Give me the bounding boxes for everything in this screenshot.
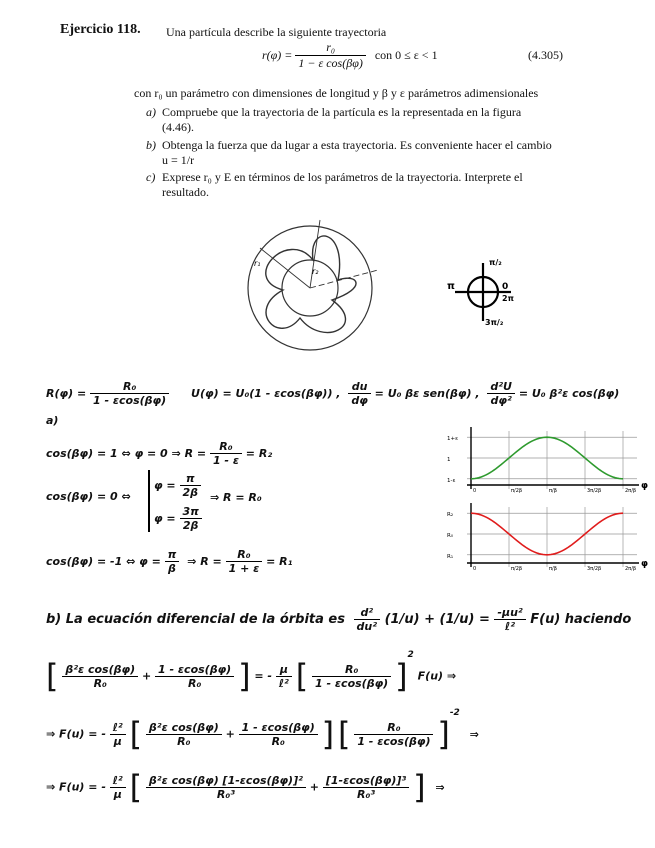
hw-eq4-n1: β²ε cos(βφ) [1-εcos(βφ)]² — [148, 773, 303, 787]
x-tick-label: 2π/β — [625, 566, 637, 572]
hw-eq4 — [46, 768, 445, 806]
hw-eq3-n1: β²ε cos(βφ) — [148, 720, 219, 734]
hw-u-def: U(φ) = U₀(1 - εcos(βφ)) , — [191, 387, 341, 400]
hw-eq2-d2: R₀ — [155, 676, 234, 690]
hw-eq4-plus: + — [309, 780, 319, 794]
hw-eq2-n3: R₀ — [344, 662, 359, 676]
x-tick-label: π/2β — [511, 566, 523, 572]
hw-case2-frac2 — [180, 505, 202, 532]
main-equation — [262, 40, 438, 71]
hw-case2-lhs: cos(βφ) = 0 ⇔ — [46, 490, 131, 503]
hw-b-eq: = — [478, 612, 490, 627]
hw-case2-phi1: φ = — [154, 479, 176, 492]
compass-label-left: π — [447, 281, 455, 292]
item-b-text: Obtenga la fuerza que da lugar a esta trayectoria. Es conveniente hacer el cambio u = 1/r — [162, 138, 552, 167]
hw-eq3-n3: R₀ — [387, 720, 401, 734]
y-tick-label: 1-ε — [447, 477, 456, 484]
y-tick-label: R₂ — [447, 512, 454, 519]
hw-case2-f1den: 2β — [180, 485, 202, 499]
hw-r-num: R₀ — [122, 380, 137, 393]
hw-case1-fraction — [210, 440, 242, 467]
hw-eq3-open-bracket: [ — [129, 715, 143, 753]
equation-denominator: 1 − ε cos(βφ) — [295, 55, 365, 71]
hw-eq3-d3: 1 - εcos(βφ) — [354, 734, 433, 748]
hw-case3-rhs: = R₁ — [266, 555, 293, 568]
hw-eq3-frac1 — [146, 721, 222, 748]
hw-b-plus: + — [424, 612, 435, 627]
hw-d2u-rhs: = U₀ β²ε cos(βφ) — [518, 387, 620, 400]
hw-eq2-close-bracket: ] — [238, 657, 251, 695]
item-a — [146, 105, 556, 135]
exercise-title: Ejercicio 118. — [60, 22, 141, 37]
function-graphs — [445, 425, 649, 585]
hw-eq4-n2: [1-εcos(βφ)]³ — [325, 773, 407, 787]
hw-eq4-tail: ⇒ — [435, 780, 445, 794]
hw-case3-lhs: cos(βφ) = -1 ⇔ φ = — [46, 555, 161, 568]
item-c-label: c) — [146, 170, 156, 184]
hw-eq2-d1: R₀ — [62, 676, 138, 690]
y-tick-label: R₁ — [447, 553, 454, 560]
hw-eq2-n1: β²ε cos(βφ) — [65, 662, 136, 676]
hw-case1-lhs: cos(βφ) = 1 ⇔ φ = 0 ⇒ R = — [46, 447, 207, 460]
compass-label-right-top: 0 — [502, 282, 509, 292]
hw-b-paren1: (1/u) — [384, 612, 420, 627]
hw-d2u-fraction — [487, 380, 515, 407]
hw-du-fraction — [348, 380, 370, 407]
hw-case3-den: 1 + ε — [226, 561, 263, 575]
hw-a-label: a) — [46, 414, 59, 427]
hw-eq3-frac3 — [354, 721, 433, 748]
item-b — [146, 138, 556, 168]
orbit-figure — [228, 218, 388, 358]
bottom-graph-grid — [467, 503, 639, 567]
equation-numerator: r₀ — [326, 40, 336, 54]
hw-case3-fden: β — [165, 561, 180, 575]
hw-case3-mid: ⇒ R = — [187, 555, 222, 568]
hw-case2-opt1 — [154, 472, 201, 499]
hw-line1 — [46, 380, 619, 407]
hw-eq2-eq: = - — [254, 669, 273, 683]
exercise-intro: Una partícula describe la siguiente trayectoria — [166, 25, 387, 39]
hw-eq2-frac-mu — [276, 663, 292, 690]
hw-case1-rhs: = R₂ — [245, 447, 273, 460]
item-c-text: Exprese r₀ y E en términos de los parámetros de la trayectoria. Interprete el resultado. — [162, 170, 523, 199]
equation-fraction — [295, 40, 365, 71]
hw-case1-num: R₀ — [219, 440, 233, 453]
hw-du-rhs: = U₀ βε sen(βφ) , — [374, 387, 480, 400]
y-tick-label: R₀ — [447, 533, 454, 539]
hw-eq4-frac-l — [110, 774, 126, 801]
hw-eq3-frac-l — [110, 721, 126, 748]
hw-case3 — [46, 548, 292, 575]
x-tick-label: 3π/2β — [587, 566, 602, 572]
x-tick-label: π/2β — [511, 488, 523, 494]
hw-d2u: d²U — [490, 380, 512, 393]
hw-eq2-mu: μ — [279, 662, 288, 676]
hw-b-num: -μu² — [497, 606, 523, 619]
hw-case3-frac-phi — [165, 548, 180, 575]
hw-case3-num: R₀ — [237, 548, 251, 561]
hw-case2-f2den: 2β — [180, 518, 202, 532]
hw-eq3-open-bracket2: [ — [337, 715, 351, 753]
hw-b-den: ℓ² — [494, 619, 525, 633]
hw-eq3-close-bracket2: ] — [437, 715, 450, 753]
label-r1: r₁ — [254, 259, 261, 268]
hw-eq4-l2: ℓ² — [112, 773, 123, 787]
hw-eq3-frac2 — [239, 721, 318, 748]
hw-case2-phi2: φ = — [154, 512, 176, 525]
hw-case2-rhs: ⇒ R = R₀ — [210, 491, 262, 504]
hw-case3-fnum: π — [167, 548, 177, 561]
hw-b-d2-frac — [354, 606, 381, 633]
hw-eq2-tail: F(u) ⇒ — [417, 669, 457, 683]
x-tick-label: 2π/β — [625, 488, 637, 494]
hw-case2-opt2 — [154, 505, 202, 532]
hw-b-mu-frac — [494, 606, 525, 633]
hw-eq2-d3: 1 - εcos(βφ) — [312, 676, 391, 690]
hw-dphi: dφ — [348, 393, 370, 407]
compass-label-top: π/₂ — [489, 258, 502, 267]
hw-eq4-d2: R₀³ — [323, 787, 409, 801]
compass-label-right-bottom: 2π — [502, 294, 514, 303]
item-c — [146, 170, 556, 200]
hw-case1-den: 1 - ε — [210, 453, 242, 467]
hw-eq3-mu: μ — [110, 734, 126, 748]
hw-eq3-tail: ⇒ — [469, 727, 479, 741]
hw-eq3-d1: R₀ — [146, 734, 222, 748]
hw-eq2-frac1 — [62, 663, 138, 690]
y-tick-label: 1+ε — [447, 436, 459, 443]
hw-eq3-exp: -2 — [449, 708, 460, 718]
hw-eq3 — [46, 708, 479, 753]
hw-eq2 — [46, 650, 456, 695]
hw-eq2-open-bracket2: [ — [295, 657, 309, 695]
hw-eq4-open-bracket: [ — [129, 768, 143, 806]
item-a-text: Compruebe que la trayectoria de la partícula es la representada en la figura (4.46). — [162, 105, 522, 134]
hw-eq3-lead: ⇒ F(u) = - — [46, 727, 106, 741]
equation-number: (4.305) — [528, 48, 563, 62]
radius-r2-line — [310, 220, 320, 288]
phi-axis-label: φ — [641, 559, 649, 569]
hw-case2-frac1 — [180, 472, 202, 499]
hw-eq4-mu: μ — [110, 787, 126, 801]
angle-compass — [445, 255, 525, 335]
hw-case2-f2num: 3π — [182, 505, 199, 518]
x-tick-label: π/β — [549, 488, 557, 494]
label-r2: r₂ — [312, 267, 319, 276]
hw-case3-frac-r — [226, 548, 263, 575]
x-tick-label: π/β — [549, 566, 557, 572]
top-graph-grid — [467, 427, 639, 489]
hw-r-den: 1 - εcos(βφ) — [90, 393, 169, 407]
hw-eq2-l2: ℓ² — [276, 676, 292, 690]
hw-b-d2: d² — [360, 606, 374, 619]
hw-du: du — [351, 380, 368, 393]
hw-eq3-l2: ℓ² — [112, 720, 123, 734]
hw-b-paren2: (1/u) — [439, 612, 475, 627]
hw-b-title: b) La ecuación diferencial de la órbita es — [46, 612, 345, 627]
hw-eq2-plus: + — [141, 669, 152, 683]
hw-dphi2: dφ² — [487, 393, 515, 407]
item-b-label: b) — [146, 138, 156, 152]
hw-eq2-frac3 — [312, 663, 391, 690]
hw-b-tail: F(u) haciendo — [530, 612, 632, 627]
hw-eq2-close-bracket2: ] — [395, 657, 408, 695]
x-tick-label: 0 — [473, 488, 477, 494]
hw-eq3-plus: + — [225, 727, 235, 741]
y-tick-label: 1 — [447, 457, 451, 463]
phi-axis-label: φ — [641, 481, 649, 491]
hw-eq2-frac2 — [155, 663, 234, 690]
x-tick-label: 3π/2β — [587, 488, 602, 494]
hw-case2-brace — [148, 470, 150, 532]
hw-eq4-lead: ⇒ F(u) = - — [46, 780, 106, 794]
hw-eq4-frac2 — [323, 774, 409, 801]
item-a-label: a) — [146, 105, 156, 119]
hw-b-du: du² — [354, 619, 381, 633]
hw-case1 — [46, 440, 272, 467]
radius-r1-line — [260, 248, 310, 288]
equation-lhs: r(φ) = — [262, 48, 293, 62]
hw-r-fraction — [90, 380, 169, 407]
hw-eq2-exp: 2 — [407, 650, 414, 660]
param-text: con r₀ un parámetro con dimensiones de longitud y β y ε parámetros adimensionales — [134, 86, 539, 100]
hw-eq2-open-bracket: [ — [46, 657, 59, 695]
hw-eq3-n2: 1 - εcos(βφ) — [241, 720, 315, 734]
x-tick-label: 0 — [473, 566, 477, 572]
hw-eq3-d2: R₀ — [239, 734, 318, 748]
hw-eq3-close-bracket: ] — [321, 715, 335, 753]
hw-eq4-d1: R₀³ — [146, 787, 306, 801]
hw-b-line — [46, 606, 631, 633]
equation-condition: con 0 ≤ ε < 1 — [374, 48, 438, 62]
hw-eq4-close-bracket: ] — [413, 768, 426, 806]
compass-label-bottom: 3π/₂ — [485, 318, 504, 327]
hw-r-lhs: R(φ) = — [46, 387, 87, 400]
hw-eq2-n2: 1 - εcos(βφ) — [158, 662, 232, 676]
hw-eq4-frac1 — [146, 774, 306, 801]
hw-case2-f1num: π — [185, 472, 195, 485]
